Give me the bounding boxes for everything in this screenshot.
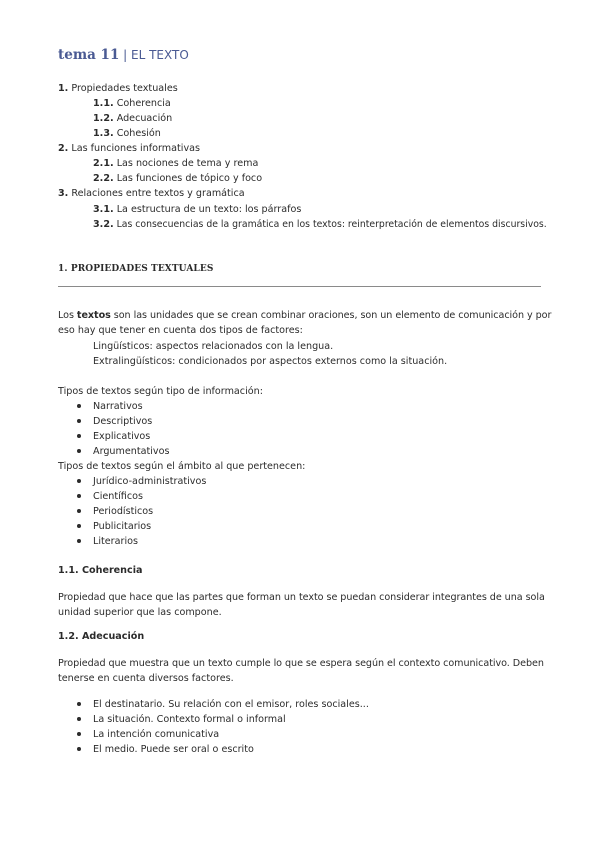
intro-line-2: eso hay que tener en cuenta dos tipos de factores: xyxy=(58,325,303,336)
list-item: El medio. Puede ser oral o escrito xyxy=(93,744,254,755)
intro-line-1: Los textos son las unidades que se crean combinar oraciones, son un elemento de comunicación y por xyxy=(58,310,552,321)
types-info-label: Tipos de textos según tipo de información: xyxy=(58,386,263,397)
bullet-icon xyxy=(77,747,81,751)
index-item-3-1: 3.1. La estructura de un texto: los párrafos xyxy=(93,204,302,215)
adecuacion-heading: 1.2. Adecuación xyxy=(58,631,145,642)
bullet-icon xyxy=(77,524,81,528)
bullet-icon xyxy=(77,434,81,438)
adecuacion-line-2: tenerse en cuenta diversos factores. xyxy=(58,673,234,684)
bullet-icon xyxy=(77,509,81,513)
section-heading: 1. PROPIEDADES TEXTUALES xyxy=(58,264,214,274)
index-item-3-2: 3.2. Las consecuencias de la gramática en los textos: reinterpretación de elementos discursivos. xyxy=(93,219,547,230)
list-item: Jurídico-administrativos xyxy=(93,476,207,487)
list-item: El destinatario. Su relación con el emisor, roles sociales... xyxy=(93,699,369,710)
index-item-1: 1. Propiedades textuales xyxy=(58,83,178,94)
adecuacion-line-1: Propiedad que muestra que un texto cumple lo que se espera según el contexto comunicativo. Deben xyxy=(58,658,544,669)
coherencia-heading: 1.1. Coherencia xyxy=(58,565,143,576)
factor-linguistic: Lingüísticos: aspectos relacionados con la lengua. xyxy=(93,341,334,352)
list-item: La intención comunicativa xyxy=(93,729,220,740)
index-item-3: 3. Relaciones entre textos y gramática xyxy=(58,188,245,199)
bullet-icon xyxy=(77,404,81,408)
factor-extralinguistic: Extralingüísticos: condicionados por aspectos externos como la situación. xyxy=(93,356,448,367)
index-item-2: 2. Las funciones informativas xyxy=(58,143,201,154)
list-item: Explicativos xyxy=(93,431,151,442)
list-item: Publicitarios xyxy=(93,521,152,532)
page-title: tema 11 | EL TEXTO xyxy=(58,47,189,63)
list-item: Científicos xyxy=(93,491,143,502)
index-item-1-2: 1.2. Adecuación xyxy=(93,113,173,124)
section-divider xyxy=(58,286,541,287)
bullet-icon xyxy=(77,539,81,543)
coherencia-line-1: Propiedad que hace que las partes que forman un texto se puedan considerar integrantes de una sola xyxy=(58,592,545,603)
list-item: Descriptivos xyxy=(93,416,153,427)
index-item-2-1: 2.1. Las nociones de tema y rema xyxy=(93,158,259,169)
coherencia-line-2: unidad superior que las compone. xyxy=(58,607,222,618)
list-item: Periodísticos xyxy=(93,506,154,517)
bullet-icon xyxy=(77,732,81,736)
bullet-icon xyxy=(77,419,81,423)
bullet-icon xyxy=(77,717,81,721)
index-item-2-2: 2.2. Las funciones de tópico y foco xyxy=(93,173,263,184)
bullet-icon xyxy=(77,449,81,453)
list-item: Argumentativos xyxy=(93,446,170,457)
list-item: Narrativos xyxy=(93,401,143,412)
list-item: La situación. Contexto formal o informal xyxy=(93,714,286,725)
bullet-icon xyxy=(77,494,81,498)
bullet-icon xyxy=(77,479,81,483)
types-scope-label: Tipos de textos según el ámbito al que pertenecen: xyxy=(58,461,306,472)
list-item: Literarios xyxy=(93,536,138,547)
index-item-1-1: 1.1. Coherencia xyxy=(93,98,171,109)
index-item-1-3: 1.3. Cohesión xyxy=(93,128,161,139)
bullet-icon xyxy=(77,702,81,706)
